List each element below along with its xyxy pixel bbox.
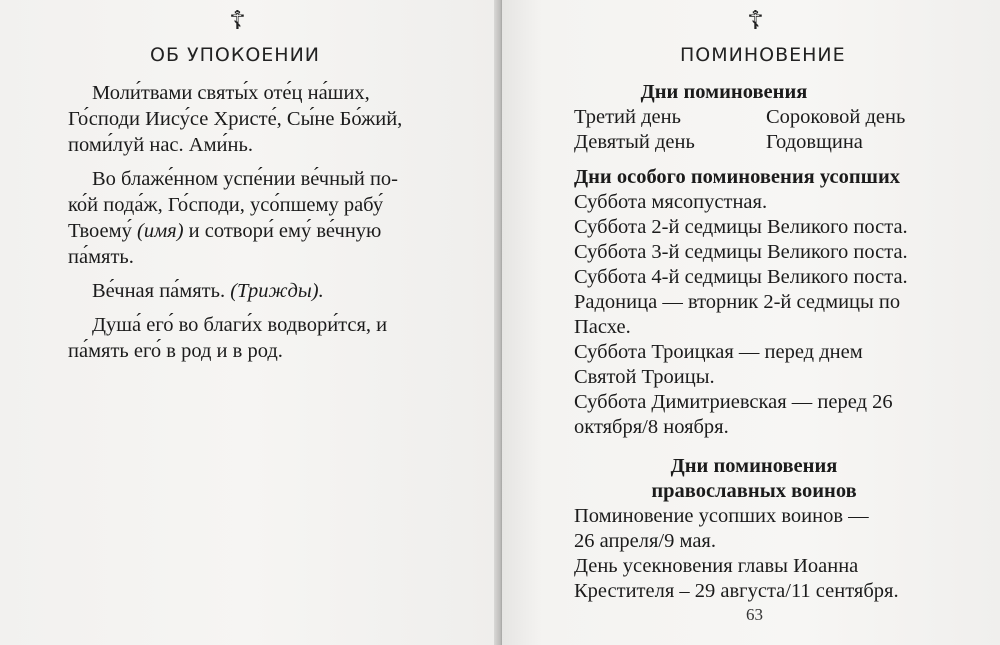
warriors-title-line-2: православных воинов <box>651 480 857 502</box>
left-page <box>0 0 498 645</box>
text-line: Душа́ его́ во благи́х водвори́тся, и <box>92 314 388 336</box>
special-day-line: Святой Троицы. <box>574 366 715 388</box>
days-row <box>574 105 974 130</box>
text-line: па́мять. <box>68 246 134 268</box>
day-item: Третий день <box>574 106 681 128</box>
right-page <box>502 0 1000 645</box>
text-fragment: Твоему́ <box>68 220 137 242</box>
left-page-body <box>68 80 448 372</box>
right-page-heading: ПОМИНОВЕНИЕ <box>680 44 846 66</box>
text-line: Во блаже́нном успе́нии ве́чный по- <box>92 168 398 190</box>
repeat-instruction: (Трижды). <box>230 280 324 302</box>
special-day-line: Радоница — вторник 2-й седмицы по <box>574 291 901 313</box>
text-line: па́мять его́ в род и в род. <box>68 340 283 362</box>
orthodox-cross-icon: ☦ <box>229 6 246 36</box>
prayer-paragraph-3 <box>68 278 448 304</box>
text-line <box>68 278 448 304</box>
days-title: Дни поминовения <box>640 81 808 103</box>
days-row <box>574 130 974 155</box>
warriors-title-line-1: Дни поминовения <box>670 455 838 477</box>
warriors-day-line: Крестителя – 29 августа/11 сентября. <box>574 580 899 602</box>
prayer-paragraph-2 <box>68 166 448 270</box>
special-day-line: Пасхе. <box>574 316 631 338</box>
day-item: Девятый день <box>574 131 695 153</box>
warriors-day-line: День усекновения главы Иоанна <box>574 555 859 577</box>
special-days-title: Дни особого поминовения усопших <box>574 166 901 188</box>
text-fragment: Ве́чная па́мять. <box>92 280 231 302</box>
special-day-line: Суббота Троицкая — перед днем <box>574 341 863 363</box>
left-page-heading: ОБ УПОКОЕНИИ <box>150 44 321 66</box>
special-day-line: Суббота 3-й седмицы Великого поста. <box>574 241 908 263</box>
name-placeholder: (имя) <box>137 220 184 242</box>
prayer-paragraph-1 <box>68 80 448 158</box>
day-item: Годовщина <box>766 131 863 153</box>
special-day-line: октября/8 ноября. <box>574 416 729 438</box>
special-day-line: Суббота Димитриевская — перед 26 <box>574 391 893 413</box>
orthodox-cross-icon: ☦ <box>747 6 764 36</box>
special-day-line: Суббота 2-й седмицы Великого поста. <box>574 216 908 238</box>
text-fragment: и сотвори́ ему́ ве́чную <box>183 220 382 242</box>
warriors-day-line: 26 апреля/9 мая. <box>574 530 716 552</box>
text-line <box>68 218 448 244</box>
page-number: 63 <box>746 605 763 624</box>
special-day-line: Суббота мясопустная. <box>574 191 768 213</box>
day-item: Сороковой день <box>766 106 906 128</box>
text-line: Го́споди Иису́се Христе́, Сы́не Бо́жий, <box>68 108 403 130</box>
text-line: Моли́твами святы́х оте́ц на́ших, <box>92 82 370 104</box>
right-page-body <box>574 80 974 604</box>
warriors-day-line: Поминовение усопших воинов — <box>574 505 869 527</box>
text-line: ко́й пода́ж, Го́споди, усо́пшему рабу́ <box>68 194 384 216</box>
text-line: поми́луй нас. Ами́нь. <box>68 134 253 156</box>
special-day-line: Суббота 4-й седмицы Великого поста. <box>574 266 908 288</box>
prayer-paragraph-4 <box>68 312 448 364</box>
